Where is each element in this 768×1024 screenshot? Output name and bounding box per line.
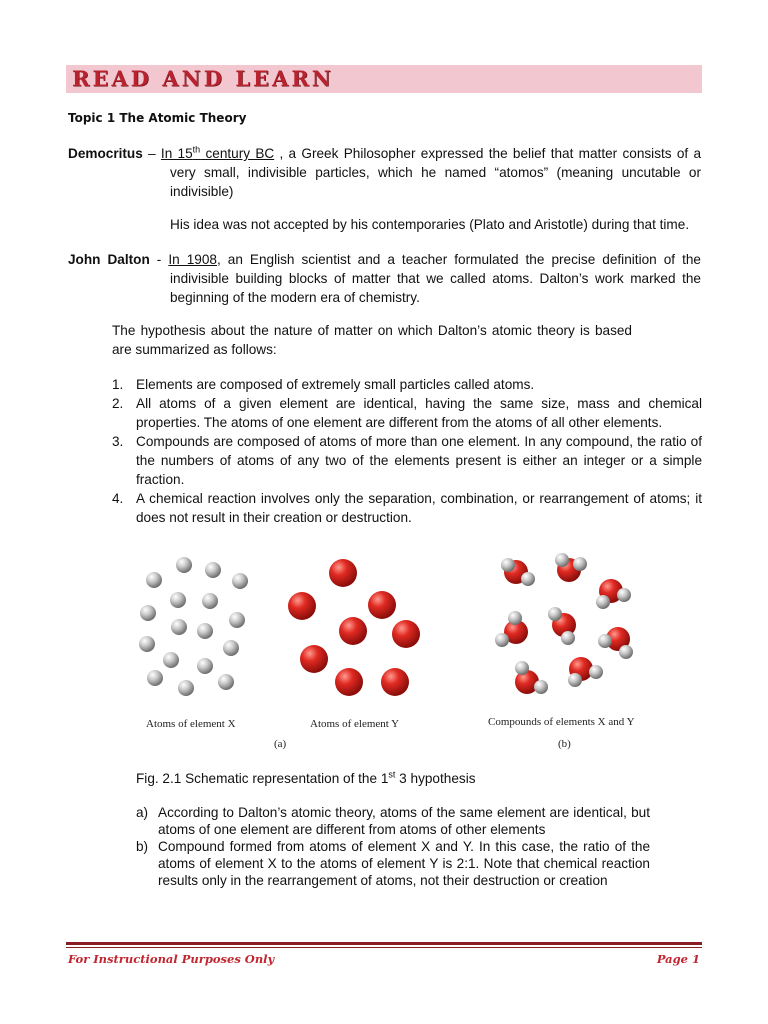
list-number: 1. (112, 377, 124, 392)
note-a (136, 804, 650, 838)
democritus-dash: – (142, 146, 161, 161)
section-banner (66, 65, 702, 93)
footer-disclaimer: For Instructional Purposes Only (68, 952, 275, 966)
list-number: 4. (112, 491, 124, 506)
democritus-text (68, 144, 701, 201)
label-b: (b) (558, 738, 571, 750)
caption-sup: st (388, 769, 396, 780)
dalton-name: John Dalton (68, 252, 150, 267)
dalton-date: In 1908 (168, 252, 217, 267)
democritus-lead (68, 146, 280, 161)
hypothesis-intro: The hypothesis about the nature of matter on which Dalton’s atomic theory is based are summarized as follows: (112, 323, 632, 357)
figure-caption (136, 769, 696, 788)
label-a: (a) (274, 738, 287, 750)
figure-notes (136, 804, 650, 889)
topic-heading: Topic 1 The Atomic Theory (68, 111, 247, 125)
caption-post: 3 hypothesis (395, 771, 476, 786)
list-text: A chemical reaction involves only the separation, combination, or rearrangement of atoms; it does not result in their creation or destruction. (136, 491, 702, 525)
page-number: Page 1 (656, 952, 700, 966)
list-number: 2. (112, 396, 124, 411)
democritus-description: , a Greek Philosopher expressed the belief that matter consists of a very small, indivisible particles, which he named “atomos” (meaning uncutable or indivisible) (170, 146, 702, 199)
footer-rule-thin (66, 947, 702, 948)
compounds-xy-group (495, 553, 633, 694)
note-text: According to Dalton’s atomic theory, atoms of the same element are identical, but atoms of one element are different from atoms of other elements (158, 805, 650, 837)
dalton-paragraph (68, 250, 701, 307)
hypothesis-list (112, 375, 702, 527)
list-item (112, 489, 702, 527)
dalton-description: , an English scientist and a teacher formulated the precise definition of the indivisible building blocks of matter that we called atoms. Dalton’s work marked the beginning of the modern era of chemistry. (170, 252, 701, 305)
democritus-date-post: century BC (200, 146, 275, 161)
list-item (112, 432, 702, 489)
note-b (136, 838, 650, 889)
dalton-dash: - (149, 252, 169, 267)
atoms-figure (130, 548, 660, 758)
democritus-date (161, 146, 274, 161)
note-text: Compound formed from atoms of element X and Y. In this case, the ratio of the atoms of element X to the atoms of element Y is 2:1. Note that chemical reaction results only in the rearrangement of atoms, not their destruction or creation (158, 839, 650, 888)
list-number: 3. (112, 434, 124, 449)
note-label: a) (136, 805, 149, 820)
list-item (112, 394, 702, 432)
democritus-name: Democritus (68, 146, 143, 161)
democritus-para2: His idea was not accepted by his contemporaries (Plato and Aristotle) during that time. (170, 217, 690, 232)
list-text: All atoms of a given element are identical, having the same size, mass and chemical properties. The atoms of one element are different from the atoms of all other elements. (136, 396, 702, 430)
democritus-date-pre: In 15 (160, 146, 193, 161)
atoms-x-group (139, 557, 248, 696)
label-compounds: Compounds of elements X and Y (488, 716, 635, 728)
label-atoms-y: Atoms of element Y (310, 718, 400, 730)
footer-rule (66, 942, 702, 945)
label-atoms-x: Atoms of element X (146, 718, 236, 730)
caption-pre: Fig. 2.1 Schematic representation of the 1 (136, 771, 389, 786)
list-text: Elements are composed of extremely small particles called atoms. (136, 377, 535, 392)
atoms-y-group (288, 559, 420, 696)
list-item (112, 375, 702, 394)
banner-title: READ AND LEARN (72, 66, 334, 91)
list-text: Compounds are composed of atoms of more than one element. In any compound, the ratio of the numbers of atoms of any two of the elements present is either an integer or a simple fraction. (136, 434, 702, 487)
democritus-date-sup: th (192, 144, 201, 155)
note-label: b) (136, 839, 149, 854)
